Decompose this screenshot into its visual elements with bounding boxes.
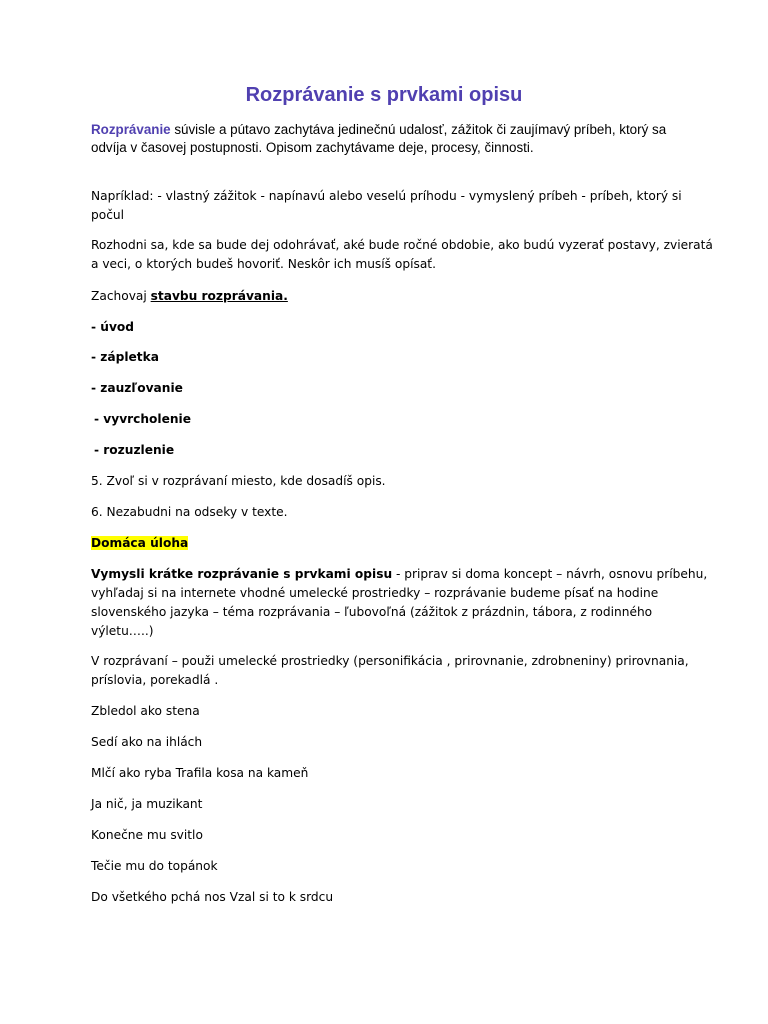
task-line1: - priprav si doma koncept – návrh, osnovu príbehu, [392, 567, 708, 581]
example-line2: počul [91, 208, 125, 222]
phrase-item: Zbledol ako stena [91, 704, 200, 718]
task-bold: Vymysli krátke rozprávanie s prvkami opisu [91, 567, 393, 581]
means-line1: V rozprávaní – použi umelecké prostriedky (personifikácia , prirovnanie, zdrobneniny) prirovnania, [91, 654, 689, 668]
structure-item-intro: - úvod [91, 320, 135, 334]
task-line4: výletu…..) [91, 624, 154, 638]
phrase-item: Konečne mu svitlo [91, 828, 203, 842]
phrase-item: Mlčí ako ryba Trafila kosa na kameň [91, 766, 309, 780]
decide-paragraph [91, 236, 713, 274]
intro-text-line2: odvíja v časovej postupnosti. Opisom zachytávame deje, procesy, činnosti. [91, 140, 534, 155]
structure-item-climax: - vyvrcholenie [94, 412, 191, 426]
structure-item-complication: - zauzľovanie [91, 381, 183, 395]
intro-term: Rozprávanie [91, 122, 171, 137]
phrase-item: Sedí ako na ihlách [91, 735, 203, 749]
decide-line2: a veci, o ktorých budeš hovoriť. Neskôr ich musíš opísať. [91, 257, 436, 271]
homework-label: Domáca úloha [91, 536, 189, 550]
phrase-item: Do všetkého pchá nos Vzal si to k srdcu [91, 890, 334, 904]
structure-link: stavbu rozprávania. [150, 289, 288, 303]
means-paragraph [91, 652, 689, 690]
step-6: 6. Nezabudni na odseky v texte. [91, 505, 288, 519]
document-title: Rozprávanie s prvkami opisu [245, 84, 523, 106]
means-line2: príslovia, porekadlá . [91, 673, 219, 687]
structure-item-resolution: - rozuzlenie [94, 443, 175, 457]
task-line3: slovenského jazyka – téma rozprávania – ľubovoľná (zážitok z prázdnin, tábora, z rodinného [91, 605, 653, 619]
step-5: 5. Zvoľ si v rozprávaní miesto, kde dosadíš opis. [91, 474, 386, 488]
homework-heading [91, 534, 683, 553]
example-line1: Napríklad: - vlastný zážitok - napínavú alebo veselú príhodu - vymyslený príbeh - príbeh, ktorý si [91, 189, 682, 203]
structure-item-plot: - zápletka [91, 350, 159, 364]
structure-prefix: Zachovaj [91, 289, 151, 303]
intro-text-line1: súvisle a pútavo zachytáva jedinečnú udalosť, zážitok či zaujímavý príbeh, ktorý sa [170, 122, 667, 137]
task-paragraph [91, 565, 708, 641]
structure-paragraph [91, 287, 683, 306]
phrase-item: Tečie mu do topánok [91, 859, 218, 873]
phrase-item: Ja nič, ja muzikant [91, 797, 203, 811]
example-paragraph [91, 187, 683, 225]
task-line2: vyhľadaj si na internete vhodné umelecké prostriedky – rozprávanie budeme písať na hodine [91, 586, 659, 600]
intro-paragraph [91, 121, 681, 157]
decide-line1: Rozhodni sa, kde sa bude dej odohrávať, aké bude ročné obdobie, ako budú vyzerať postavy, zvieratá [91, 238, 713, 252]
